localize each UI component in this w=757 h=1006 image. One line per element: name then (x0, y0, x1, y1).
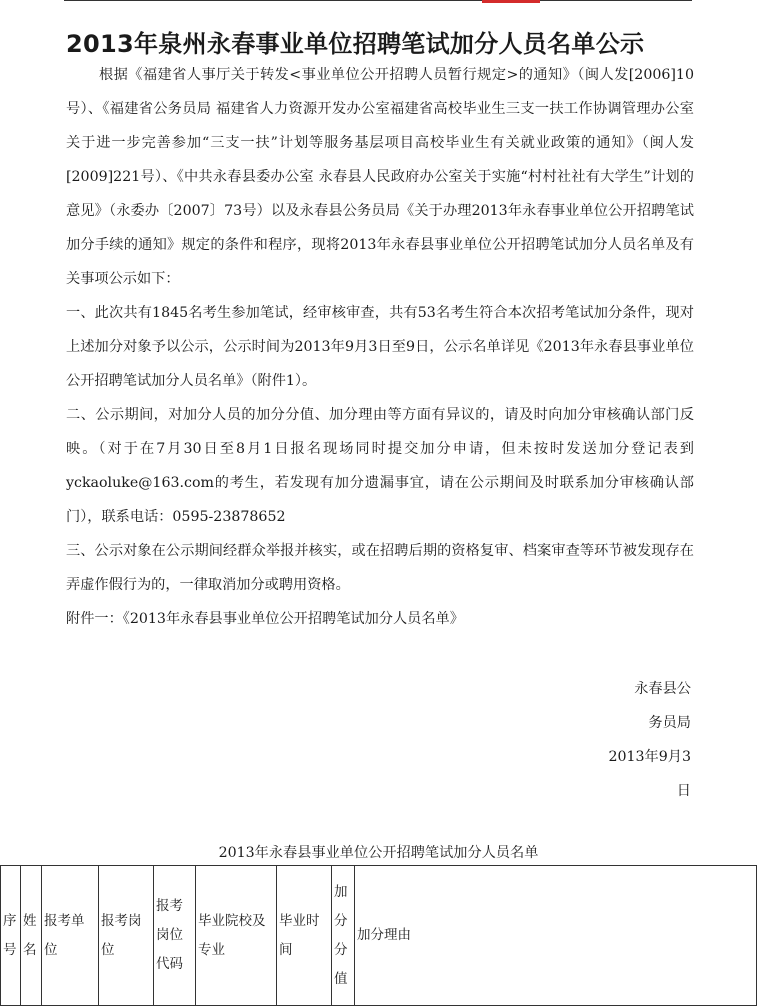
item-paragraph-3: 三、公示对象在公示期间经群众举报并核实，或在招聘后期的资格复审、档案审查等环节被发现存在弄虚作假行为的，一律取消加分或聘用资格。 (66, 543, 694, 593)
page-title: 2013年泉州永春事业单位招聘笔试加分人员名单公示 (66, 30, 645, 59)
header-accent-mark (482, 0, 540, 3)
header-cell-name: 姓名 (21, 866, 42, 1006)
header-cell-unit: 报考单位 (42, 866, 99, 1006)
header-cell-position-code: 报考岗位代码 (154, 866, 196, 1006)
signature-block (581, 672, 691, 808)
table-title: 2013年永春县事业单位公开招聘笔试加分人员名单 (218, 845, 539, 861)
signature-org-line-2: 务员局 (648, 715, 691, 731)
header-cell-serial: 序号 (1, 866, 21, 1006)
item-paragraph-1: 一、此次共有1845名考生参加笔试，经审核审查，共有53名考生符合本次招考笔试加分条件，现对上述加分对象予以公示，公示时间为2013年9月3日至9日，公示名单详见《2013年永春县事业单位公开招聘笔试加分人员名单》（附件1）。 (66, 305, 694, 389)
signature-date-line-1: 2013年9月3 (608, 749, 691, 765)
notice-body (66, 58, 694, 636)
header-cell-bonus-points: 加分分值 (332, 866, 355, 1006)
roster-table (0, 865, 757, 1006)
header-cell-graduation-time: 毕业时间 (277, 866, 332, 1006)
intro-paragraph: 根据《福建省人事厅关于转发<事业单位公开招聘人员暂行规定>的通知》（闽人发[2006]10号）、《福建省公务员局 福建省人力资源开发办公室福建省高校毕业生三支一扶工作协调管理办公室关于进一步完善参加“三支一扶”计划等服务基层项目高校毕业生有关就业政策的通知》（闽人发[2009]221号）、《中共永春县委办公室 永春县人民政府办公室关于实施“村村社社有大学生”计划的意见》（永委办〔2007〕73号）以及永春县公务员局《关于办理2013年永春事业单位公开招聘笔试加分手续的通知》规定的条件和程序，现将2013年永春县事业单位公开招聘笔试加分人员名单及有关事项公示如下： (66, 67, 694, 287)
signature-date-line-2: 日 (676, 783, 691, 799)
header-cell-bonus-reason: 加分理由 (355, 866, 757, 1006)
attachment-line: 附件一：《2013年永春县事业单位公开招聘笔试加分人员名单》 (66, 611, 464, 627)
table-header-row (1, 866, 757, 1006)
item-paragraph-2: 二、公示期间，对加分人员的加分分值、加分理由等方面有异议的，请及时向加分审核确认部门反映。（对于在7月30日至8月1日报名现场同时提交加分申请，但未按时发送加分登记表到yckaoluke@163.com的考生，若发现有加分遗漏事宜，请在公示期间及时联系加分审核确认部门），联系电话：0595-23878652 (66, 407, 694, 525)
header-cell-position: 报考岗位 (99, 866, 154, 1006)
header-rule (64, 0, 692, 5)
signature-org-line-1: 永春县公 (634, 681, 691, 697)
header-cell-school-major: 毕业院校及专业 (196, 866, 277, 1006)
